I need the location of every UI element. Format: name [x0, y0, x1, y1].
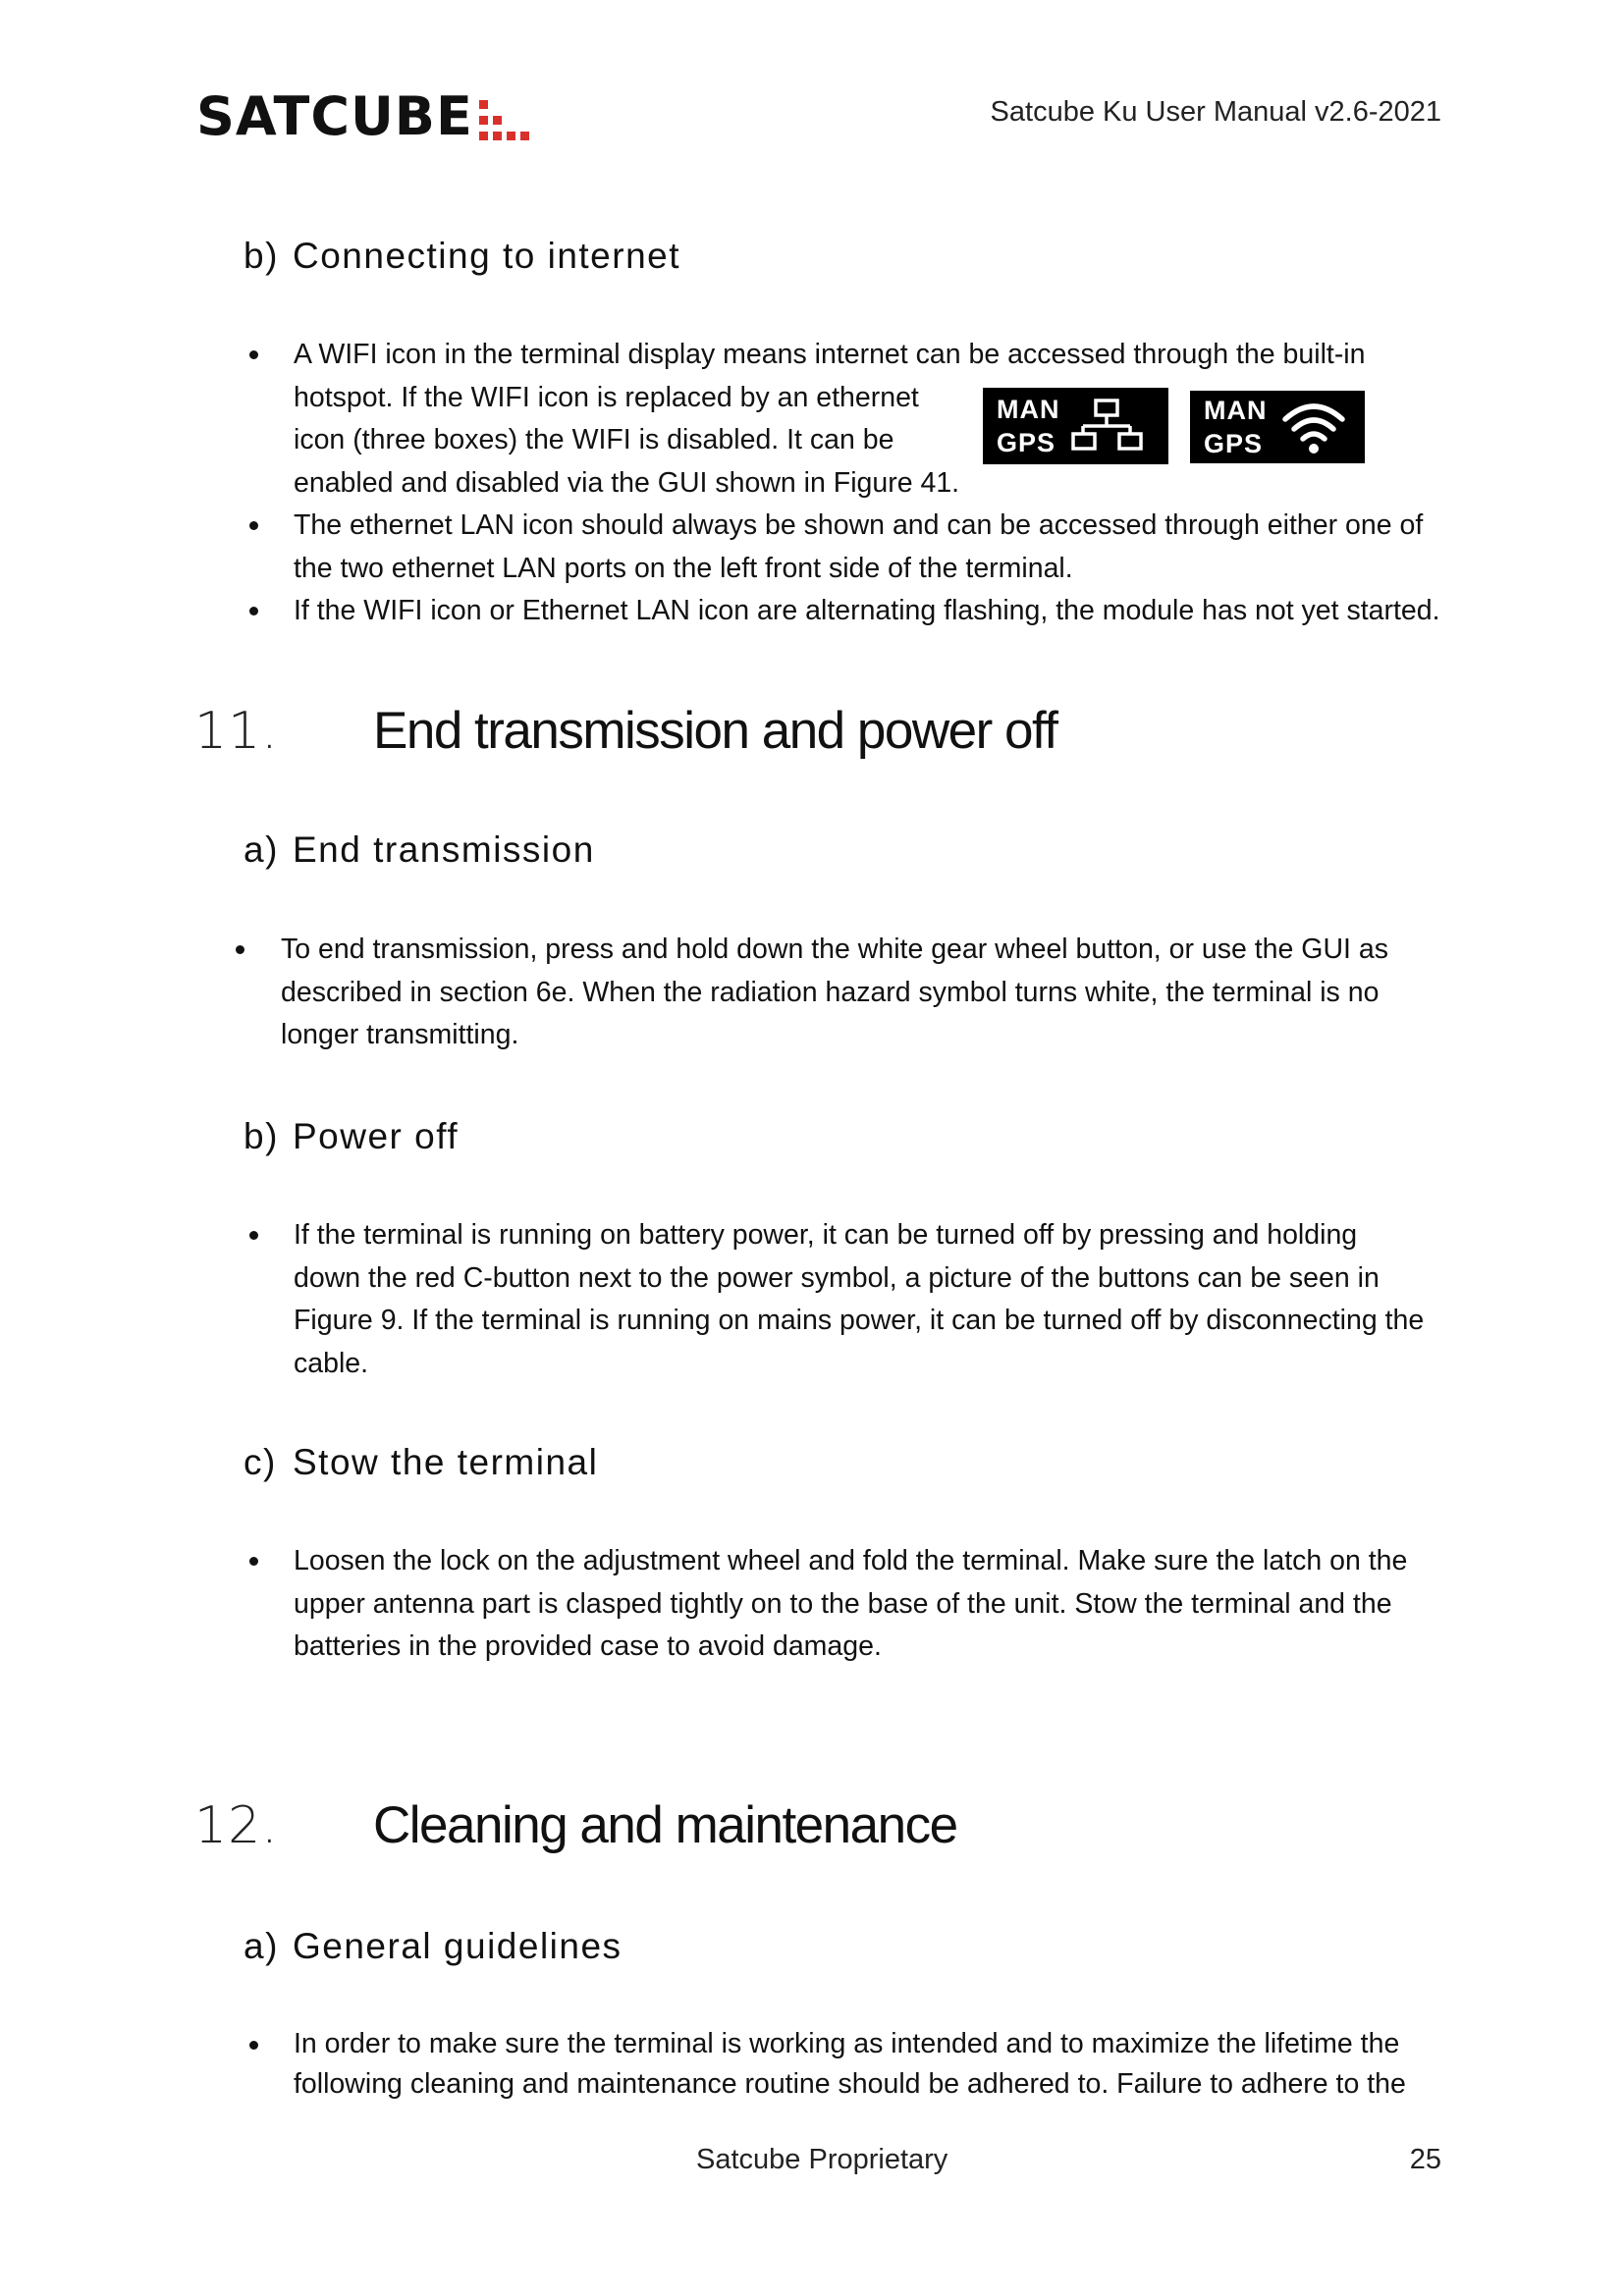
logo-wordmark: SATCUBE [196, 85, 473, 147]
subsection-title: Stow the terminal [293, 1442, 599, 1482]
chapter-number: 12. [194, 1796, 279, 1855]
text-line: If the terminal is running on battery power, it can be turned off by pressing and holding [294, 1219, 1358, 1251]
badge-mode-label: MAN [1204, 396, 1268, 425]
chapter-number: 11. [194, 702, 279, 761]
bullet-icon [249, 521, 258, 530]
manual-title: Satcube Ku User Manual v2.6-2021 [990, 96, 1441, 128]
paragraph-end-transmission [281, 929, 1388, 1057]
bullet-icon [249, 350, 258, 359]
text-line: To end transmission, press and hold down the white gear wheel button, or use the GUI as [281, 934, 1388, 965]
chapter-title: End transmission and power off [373, 702, 1057, 760]
satcube-logo [196, 82, 528, 151]
subsection-marker: a) [244, 829, 279, 870]
subsection-title: End transmission [293, 829, 595, 870]
footer-proprietary: Satcube Proprietary [696, 2144, 948, 2175]
text-line: cable. [294, 1347, 369, 1379]
badge-gps-label: GPS [997, 428, 1056, 457]
paragraph-stow [294, 1540, 1407, 1669]
subsection-marker: c) [244, 1442, 277, 1482]
display-badge-wifi [1190, 391, 1365, 463]
bullet-icon [249, 1557, 258, 1566]
subsection-title: Connecting to internet [293, 236, 681, 276]
chapter-title: Cleaning and maintenance [373, 1796, 957, 1854]
ethernet-icon [1070, 398, 1145, 454]
text-line: down the red C-button next to the power symbol, a picture of the buttons can be seen in [294, 1261, 1380, 1294]
text-line: following cleaning and maintenance routine should be adhered to. Failure to adhere to the [294, 2068, 1406, 2100]
paragraph-flashing [294, 590, 1440, 633]
subsection-title: General guidelines [293, 1926, 623, 1966]
text-line: batteries in the provided case to avoid damage. [294, 1630, 882, 1662]
wifi-icon [1281, 400, 1346, 454]
text-line: icon (three boxes) the WIFI is disabled. It can be [294, 424, 894, 455]
bullet-icon [249, 1231, 258, 1240]
text-line: the two ethernet LAN ports on the left front side of the terminal. [294, 552, 1073, 584]
subsection-marker: b) [244, 236, 279, 276]
logo-dots-icon [479, 94, 528, 139]
text-line: longer transmitting. [281, 1019, 519, 1050]
text-line: hotspot. If the WIFI icon is replaced by an ethernet [294, 381, 919, 413]
text-line: described in section 6e. When the radiation hazard symbol turns white, the terminal is no [281, 976, 1380, 1008]
text-line: The ethernet LAN icon should always be shown and can be accessed through either one of [294, 509, 1424, 541]
paragraph-power-off [294, 1214, 1424, 1385]
text-line: A WIFI icon in the terminal display means internet can be accessed through the built-in [294, 339, 1366, 370]
bullet-icon [249, 2041, 258, 2050]
subsection-heading-power-off [244, 1116, 459, 1157]
subsection-heading-stow [244, 1442, 598, 1483]
subsection-title: Power off [293, 1116, 460, 1156]
subsection-marker: a) [244, 1926, 279, 1966]
display-badge-ethernet [983, 388, 1168, 464]
text-line: upper antenna part is clasped tightly on to the base of the unit. Stow the terminal and the [294, 1587, 1392, 1620]
subsection-marker: b) [244, 1116, 279, 1156]
badge-gps-label: GPS [1204, 429, 1264, 458]
bullet-icon [236, 945, 244, 954]
page-number: 25 [1409, 2144, 1441, 2175]
subsection-heading-end-transmission [244, 829, 595, 871]
paragraph-general-guidelines [294, 2024, 1406, 2105]
badge-mode-label: MAN [997, 395, 1060, 424]
subsection-heading-connecting [244, 236, 680, 277]
text-line: In order to make sure the terminal is working as intended and to maximize the lifetime the [294, 2028, 1400, 2059]
paragraph-ethernet-lan [294, 505, 1423, 590]
bullet-icon [249, 607, 258, 615]
text-line: Figure 9. If the terminal is running on mains power, it can be turned off by disconnecting the [294, 1305, 1425, 1336]
text-line: Loosen the lock on the adjustment wheel and fold the terminal. Make sure the latch on the [294, 1545, 1408, 1576]
text-line: enabled and disabled via the GUI shown in Figure 41. [294, 466, 960, 499]
subsection-heading-general-guidelines [244, 1926, 623, 1967]
text-line: If the WIFI icon or Ethernet LAN icon are alternating flashing, the module has not yet started. [294, 595, 1440, 626]
